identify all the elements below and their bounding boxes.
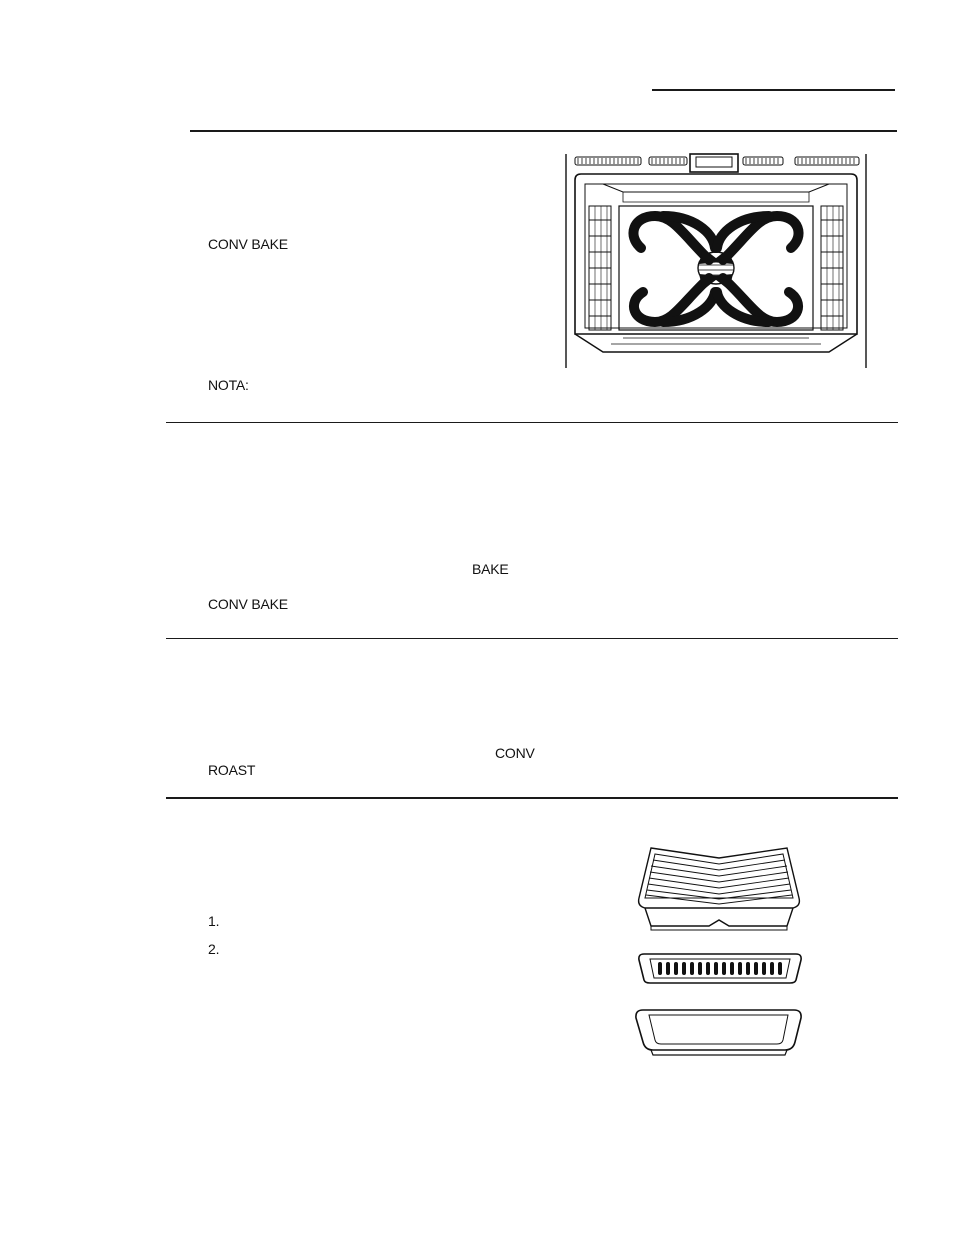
- section-divider-3: [166, 797, 898, 799]
- broiler-pan-icon: [631, 1006, 806, 1058]
- header-rule: [190, 130, 897, 132]
- section-divider-2: [166, 638, 898, 639]
- step-1: 1.: [208, 913, 220, 929]
- oven-convection-airflow-icon: [563, 152, 869, 370]
- broiler-grid-icon: [633, 842, 805, 932]
- bake-label: BAKE: [472, 561, 509, 577]
- conv-bake-label-2: CONV BAKE: [208, 596, 288, 612]
- step-2: 2.: [208, 941, 220, 957]
- conv-label: CONV: [495, 745, 535, 761]
- roast-label: ROAST: [208, 762, 256, 778]
- section-divider-1: [166, 422, 898, 423]
- broiler-insert-icon: [636, 950, 804, 986]
- conv-bake-label: CONV BAKE: [208, 236, 288, 252]
- header-short-rule: [652, 89, 895, 91]
- note-label: NOTA:: [208, 377, 249, 393]
